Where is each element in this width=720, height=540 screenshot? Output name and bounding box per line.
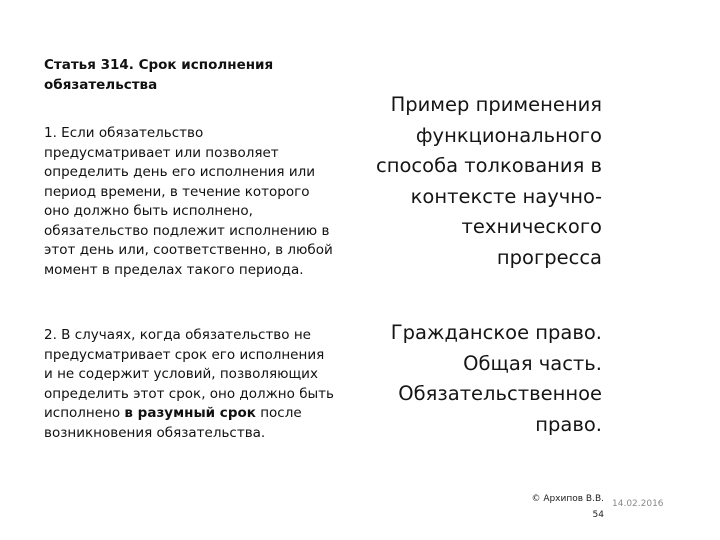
- source-title: Гражданское право. Общая часть. Обязательственное право.: [390, 321, 602, 436]
- paragraph-2-text-end: после возникновения обязательства.: [44, 405, 302, 441]
- author-footer: [531, 491, 604, 523]
- author-name: © Архипов В.В.: [531, 494, 604, 504]
- page-number: 54: [592, 510, 604, 520]
- paragraph-2-bold-text: в разумный срок: [124, 405, 256, 421]
- paragraph-2-text-start: 2. В случаях, когда обязательство не предусматривает срок его исполнения и не содержит условий, позволяющих определить этот срок, оно должно быть исполнено: [44, 327, 334, 421]
- example-title: Пример применения функционального способа толкования в контексте научно-технического прогресса: [376, 93, 602, 269]
- paragraph-1: 1. Если обязательство предусматривает или позволяет определить день его исполнения или период времени, в течение которого оно должно быть исполнено, обязательство подлежит исполнению в этот день или, соответственно, в любой момент в пределах такого периода.: [44, 125, 333, 278]
- paragraph-2: [44, 326, 334, 443]
- article-heading: Статья 314. Срок исполнения обязательства: [44, 57, 274, 93]
- date-footer: 14.02.2016: [612, 499, 664, 509]
